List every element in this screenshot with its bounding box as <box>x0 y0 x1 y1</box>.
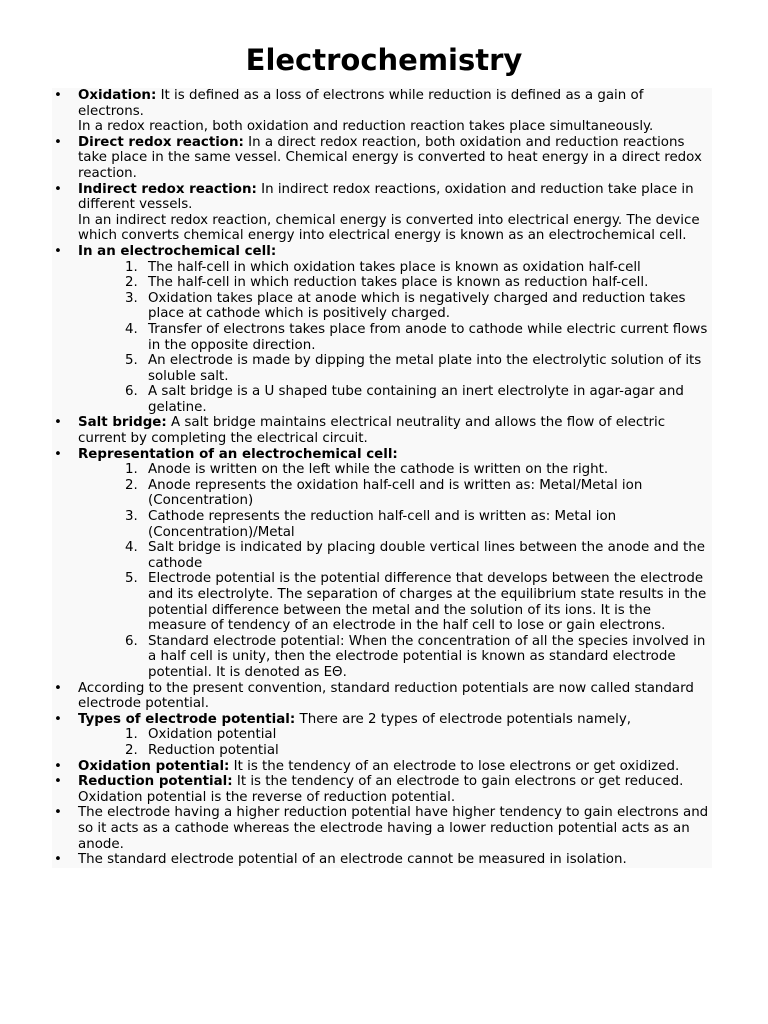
item-paragraph <box>78 88 712 119</box>
item-number: 1. <box>125 727 138 743</box>
numbered-list <box>78 727 712 758</box>
item-paragraph <box>78 135 712 182</box>
item-number: 6. <box>125 384 138 400</box>
list-item <box>78 774 712 805</box>
numbered-item-text: Anode represents the oxidation half-cell and is written as: Metal/Metal ion (Concentration) <box>148 477 643 509</box>
item-number: 1. <box>125 259 138 275</box>
item-term: Direct redox reaction: <box>78 134 244 150</box>
numbered-item-text: Oxidation takes place at anode which is negatively charged and reduction takes place at cathode which is positively charged. <box>148 290 686 322</box>
item-text: A salt bridge maintains electrical neutrality and allows the flow of electric current by completing the electrical circuit. <box>78 415 666 447</box>
numbered-item <box>125 727 712 743</box>
numbered-item <box>125 384 712 415</box>
item-number: 2. <box>125 477 138 493</box>
numbered-item <box>125 633 712 681</box>
item-number: 3. <box>125 509 138 525</box>
item-text: It is the tendency of an electrode to gain electrons or get reduced. <box>232 774 684 790</box>
item-number: 4. <box>125 540 138 556</box>
item-paragraph <box>78 244 712 260</box>
item-extra-text: Oxidation potential is the reverse of reduction potential. <box>78 789 456 805</box>
list-item <box>78 415 712 446</box>
list-item <box>78 244 712 416</box>
numbered-item <box>125 259 712 276</box>
item-paragraph <box>78 759 712 775</box>
list-item <box>78 759 712 775</box>
item-paragraph <box>78 447 712 463</box>
numbered-item-text: Cathode represents the reduction half-cell and is written as: Metal ion (Concentration)/Metal <box>148 509 617 540</box>
list-item <box>78 712 712 759</box>
numbered-item-text: Anode is written on the left while the cathode is written on the right. <box>148 462 609 478</box>
item-paragraph <box>78 712 712 728</box>
item-term: Indirect redox reaction: <box>78 181 257 197</box>
item-term: Types of electrode potential: <box>78 711 296 727</box>
item-number: 2. <box>125 275 138 291</box>
item-number: 2. <box>125 742 138 758</box>
list-item <box>78 88 712 135</box>
item-term: Representation of an electrochemical cell: <box>78 446 398 462</box>
numbered-item <box>125 477 712 509</box>
item-term: Salt bridge: <box>78 415 167 431</box>
list-item <box>78 852 712 868</box>
numbered-item-text: An electrode is made by dipping the metal plate into the electrolytic solution of its soluble salt. <box>148 353 702 384</box>
item-paragraph <box>78 415 712 446</box>
numbered-item <box>125 509 712 540</box>
list-item <box>78 681 712 712</box>
numbered-item <box>125 571 712 634</box>
list-item <box>78 447 712 681</box>
item-number: 5. <box>125 571 138 587</box>
item-text: The standard electrode potential of an electrode cannot be measured in isolation. <box>78 852 627 868</box>
item-number: 1. <box>125 462 138 478</box>
numbered-list <box>78 462 712 680</box>
item-text: In a direct redox reaction, both oxidation and reduction reactions take place in the same vessel. Chemical energy is converted to heat energy in a direct redox reaction. <box>78 134 702 181</box>
item-text: It is defined as a loss of electrons while reduction is defined as a gain of electrons. <box>78 88 644 119</box>
numbered-item-text: Reduction potential <box>148 742 279 758</box>
numbered-item-text: Salt bridge is indicated by placing double vertical lines between the anode and the cathode <box>148 540 705 571</box>
item-text: In indirect redox reactions, oxidation and reduction take place in different vessels. <box>78 181 694 213</box>
item-term: In an electrochemical cell: <box>78 243 277 259</box>
item-term: Reduction potential: <box>78 774 233 790</box>
numbered-item <box>125 353 712 384</box>
item-number: 3. <box>125 290 138 306</box>
item-number: 4. <box>125 321 138 337</box>
numbered-item <box>125 462 712 478</box>
numbered-item <box>125 540 712 571</box>
item-paragraph <box>78 774 712 790</box>
item-text: It is the tendency of an electrode to lose electrons or get oxidized. <box>229 758 680 774</box>
list-item <box>78 805 712 852</box>
item-text: The electrode having a higher reduction potential have higher tendency to gain electrons and so it acts as a cathode whereas the electrode having a lower reduction potential acts as an anode. <box>78 805 709 852</box>
item-paragraph <box>78 681 712 712</box>
numbered-item-text: A salt bridge is a U shaped tube containing an inert electrolyte in agar-agar and gelatine. <box>148 384 684 415</box>
item-term: Oxidation potential: <box>78 758 230 774</box>
numbered-item-text: Standard electrode potential: When the concentration of all the species involved in a half cell is unity, then the electrode potential is known as standard electrode potential. It is denoted as EΘ. <box>148 633 706 680</box>
item-paragraph <box>78 805 712 852</box>
item-term: Oxidation: <box>78 88 157 103</box>
numbered-item-text: Oxidation potential <box>148 727 277 743</box>
numbered-list <box>78 260 712 416</box>
numbered-item <box>125 275 712 291</box>
numbered-item <box>125 290 712 322</box>
page-title: Electrochemistry <box>245 43 523 77</box>
numbered-item-text: The half-cell in which reduction takes place is known as reduction half-cell. <box>148 275 649 291</box>
item-paragraph <box>78 182 712 213</box>
list-item <box>78 135 712 182</box>
numbered-item-text: The half-cell in which oxidation takes place is known as oxidation half-cell <box>148 259 641 275</box>
numbered-item-text: Electrode potential is the potential difference that develops between the electrode and its electrolyte. The separation of charges at the equilibrium state results in the potential difference between the metal and the solution of its ions. It is the measure of tendency of an electrode in the half cell to lose or gain electrons. <box>148 571 707 634</box>
item-paragraph <box>78 852 712 868</box>
item-number: 6. <box>125 633 138 649</box>
numbered-item <box>125 742 712 759</box>
numbered-item-text: Transfer of electrons takes place from anode to cathode while electric current flows in the opposite direction. <box>148 321 708 353</box>
item-text: There are 2 types of electrode potentials namely, <box>295 711 632 727</box>
item-extra-text: In a redox reaction, both oxidation and reduction reaction takes place simultaneously. <box>78 119 654 135</box>
bullet-list <box>52 88 712 868</box>
list-item <box>78 182 712 244</box>
numbered-item <box>125 321 712 353</box>
document-body <box>52 88 712 868</box>
item-extra-text: In an indirect redox reaction, chemical energy is converted into electrical energy. The device which converts chemical energy into electrical energy is known as an electrochemical cell. <box>78 212 700 244</box>
item-number: 5. <box>125 353 138 369</box>
item-text: According to the present convention, standard reduction potentials are now called standard electrode potential. <box>78 680 694 712</box>
